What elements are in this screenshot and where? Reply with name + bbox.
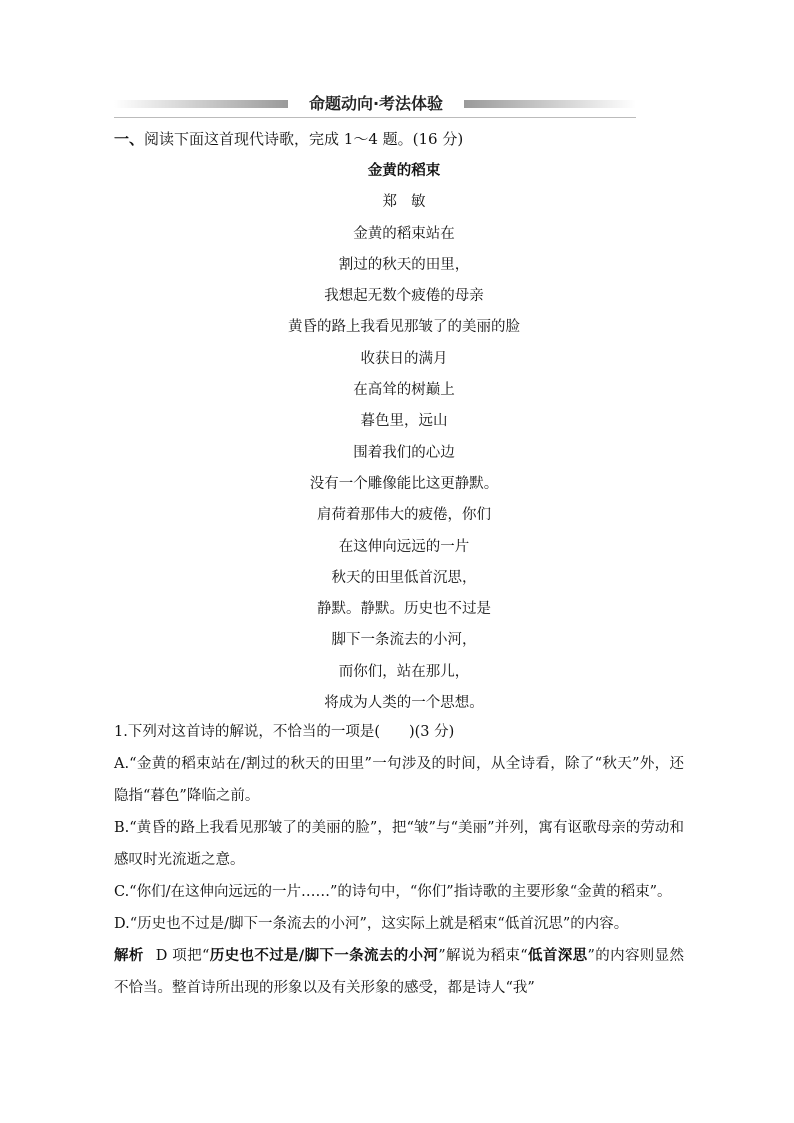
option-a: A.“金黄的稻束站在/割过的秋天的田里”一句涉及的时间，从全诗看，除了“秋天”外，还隐指“暮色”降临之前。 (114, 756, 684, 804)
poem-line: 割过的秋天的田里， (338, 256, 470, 273)
banner-title: 命题动向·考法体验 (308, 94, 444, 113)
poem-line: 秋天的田里低首沉思， (331, 569, 477, 586)
poem-title: 金黄的稻束 (367, 163, 441, 179)
poem-line: 在这伸向远远的一片 (338, 538, 470, 555)
poem-line: 脚下一条流去的小河， (331, 632, 477, 649)
section-instruction: 阅读下面这首现代诗歌，完成 1～4 题。(16 分) (144, 130, 464, 148)
poem-line: 收获日的满月 (360, 350, 448, 367)
poem-line: 而你们，站在那儿， (338, 663, 470, 680)
poem-line: 暮色里，远山 (360, 413, 448, 430)
option-d: D.“历史也不过是/脚下一条流去的小河”，这实际上就是稻束“低首沉思”的内容。 (114, 916, 629, 932)
banner-decor-right (464, 100, 636, 108)
poem-author: 郑敏 (382, 194, 440, 211)
poem-line: 我想起无数个疲倦的母亲 (324, 288, 484, 305)
poem (114, 156, 694, 719)
section-banner (114, 94, 636, 116)
poem-line: 在高耸的树巅上 (353, 382, 455, 399)
analysis-text: ”解说为稻束“ (438, 948, 528, 964)
poem-line: 黄昏的路上我看见那皱了的美丽的脸 (288, 319, 520, 336)
analysis-label: 解析 (114, 948, 144, 964)
section-heading (114, 128, 463, 150)
poem-line: 肩荷着那伟大的疲倦，你们 (317, 507, 491, 524)
question-1 (114, 716, 684, 1004)
poem-line: 没有一个雕像能比这更静默。 (309, 475, 499, 492)
poem-line: 静默。静默。历史也不过是 (317, 601, 491, 618)
banner-decor-left (114, 100, 288, 108)
option-b: B.“黄昏的路上我看见那皱了的美丽的脸”，把“皱”与“美丽”并列，寓有讴歌母亲的劳动和感叹时光流逝之意。 (114, 820, 684, 868)
poem-line: 围着我们的心边 (353, 444, 455, 461)
analysis-quote: 低首深思 (527, 948, 588, 964)
poem-line: 将成为人类的一个思想。 (324, 695, 484, 712)
option-c: C.“你们/在这伸向远远的一片……”的诗句中，“你们”指诗歌的主要形象“金黄的稻束”。 (114, 884, 672, 900)
analysis-quote: 历史也不过是/脚下一条流去的小河 (209, 948, 439, 964)
question-stem: 1.下列对这首诗的解说，不恰当的一项是( )(3 分) (114, 724, 455, 740)
analysis (114, 940, 684, 1004)
poem-line: 金黄的稻束站在 (353, 225, 455, 242)
banner-divider (114, 117, 636, 118)
analysis-text: ”的内容则显然不恰当。整首诗所出现的形象以及有关形象的感受，都是诗人“我” (114, 948, 685, 996)
analysis-text: D 项把“ (155, 948, 210, 964)
section-number: 一、 (114, 130, 145, 148)
